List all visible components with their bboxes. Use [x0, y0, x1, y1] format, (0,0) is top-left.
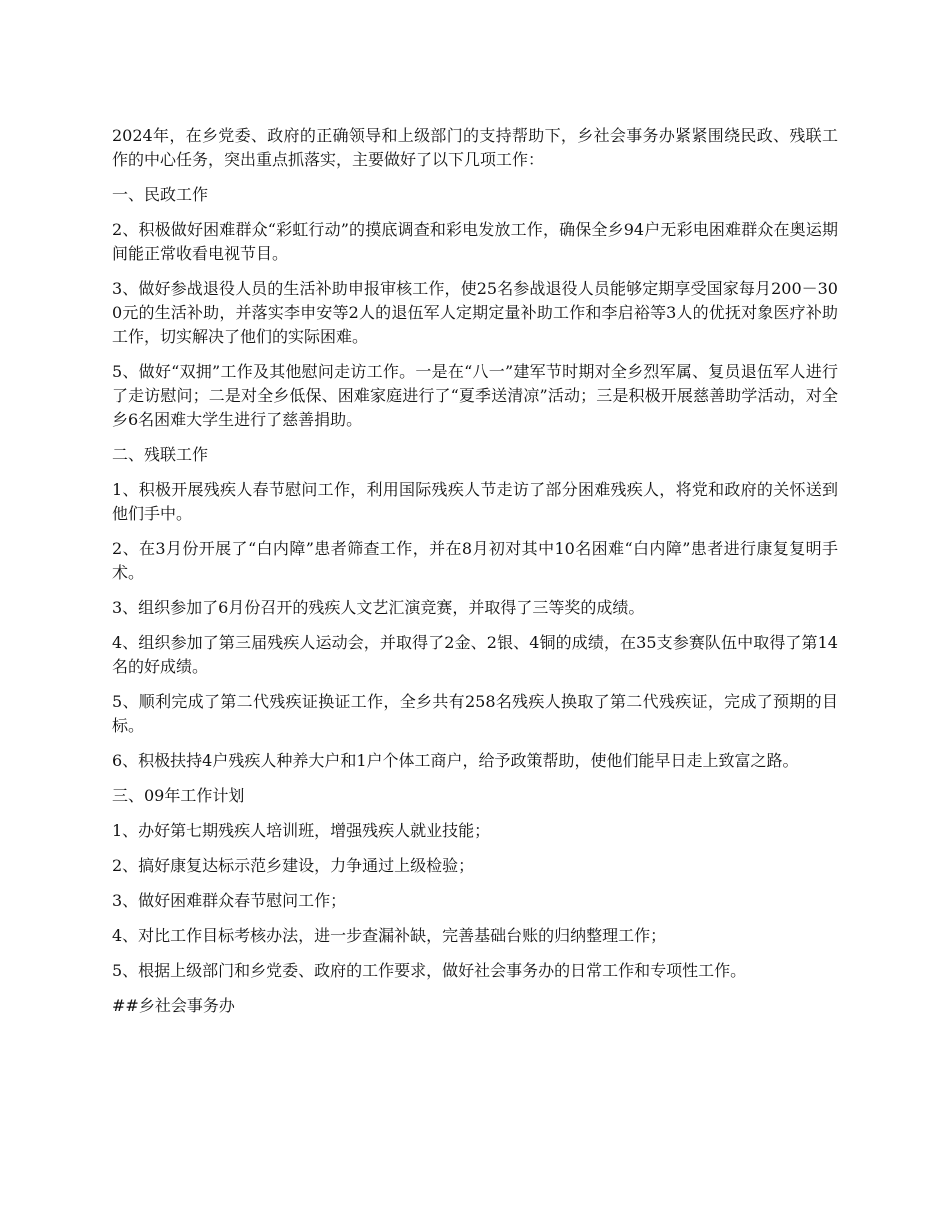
- list-item: 2、积极做好困难群众“彩虹行动”的摸底调查和彩电发放工作，确保全乡94户无彩电困难群众在奥运期间能正常收看电视节目。: [112, 220, 838, 263]
- list-item: 3、做好困难群众春节慰问工作；: [112, 891, 347, 910]
- list-item: 3、组织参加了6月份召开的残疾人文艺汇演竞赛，并取得了三等奖的成绩。: [112, 598, 645, 617]
- intro-paragraph: 2024年，在乡党委、政府的正确领导和上级部门的支持帮助下，乡社会事务办紧紧围绕民政、残联工作的中心任务，突出重点抓落实，主要做好了以下几项工作：: [112, 126, 838, 169]
- list-item: 1、办好第七期残疾人培训班，增强残疾人就业技能；: [112, 821, 491, 840]
- list-item: 5、做好“双拥”工作及其他慰问走访工作。一是在“八一”建军节时期对全乡烈军属、复员退伍军人进行了走访慰问；二是对全乡低保、困难家庭进行了“夏季送清凉”活动；三是积极开展慈善助学活动，对全乡6名困难大学生进行了慈善捐助。: [112, 362, 838, 429]
- list-item: 4、对比工作目标考核办法，进一步查漏补缺，完善基础台账的归纳整理工作；: [112, 926, 667, 945]
- list-item: 5、顺利完成了第二代残疾证换证工作，全乡共有258名残疾人换取了第二代残疾证，完成了预期的目标。: [112, 692, 838, 735]
- section-heading-work-plan: 三、09年工作计划: [112, 786, 245, 805]
- list-item: 3、做好参战退役人员的生活补助申报审核工作，使25名参战退役人员能够定期享受国家每月200－300元的生活补助，并落实李申安等2人的退伍军人定期定量补助工作和李启裕等3人的优抚对象医疗补助工作，切实解决了他们的实际困难。: [112, 279, 838, 346]
- section-heading-disabled-federation: 二、残联工作: [112, 445, 209, 464]
- signature: ##乡社会事务办: [112, 996, 235, 1015]
- list-item: 5、根据上级部门和乡党委、政府的工作要求，做好社会事务办的日常工作和专项性工作。: [112, 961, 747, 980]
- list-item: 2、搞好康复达标示范乡建设，力争通过上级检验；: [112, 856, 475, 875]
- document-body: [112, 124, 838, 1029]
- list-item: 2、在3月份开展了“白内障”患者筛查工作，并在8月初对其中10名困难“白内障”患者进行康复复明手术。: [112, 539, 838, 582]
- list-item: 4、组织参加了第三届残疾人运动会，并取得了2金、2银、4铜的成绩，在35支参赛队伍中取得了第14名的好成绩。: [112, 633, 838, 676]
- section-heading-civil-affairs: 一、民政工作: [112, 185, 209, 204]
- list-item: 6、积极扶持4户残疾人种养大户和1户个体工商户，给予政策帮助，使他们能早日走上致富之路。: [112, 751, 799, 770]
- list-item: 1、积极开展残疾人春节慰问工作，利用国际残疾人节走访了部分困难残疾人，将党和政府的关怀送到他们手中。: [112, 480, 838, 523]
